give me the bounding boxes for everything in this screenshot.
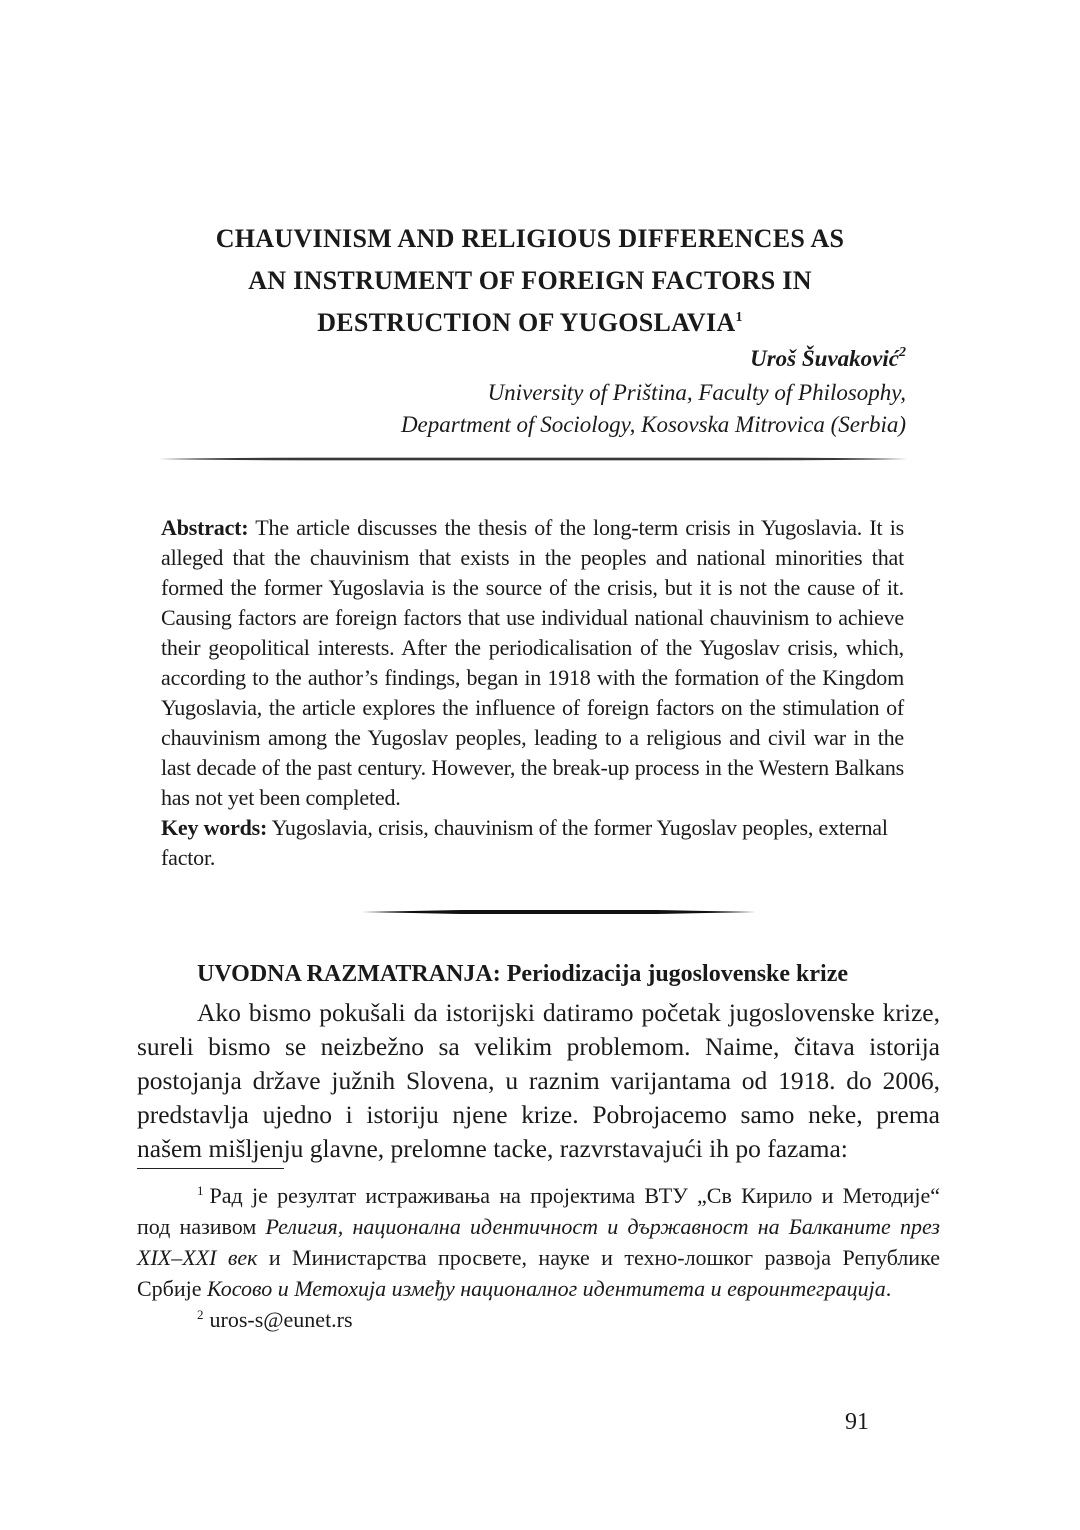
footnote-1-text-b: и Министарства просвете, науке и техно-лошког развоја Републике Србије — [137, 1245, 940, 1301]
body-text — [137, 996, 940, 1166]
article-title — [140, 218, 920, 344]
author-name-block — [750, 346, 906, 372]
top-divider — [158, 457, 908, 461]
author-affiliation — [256, 377, 906, 441]
footnote-1-italic-b: Косово и Метохија између националног идентитета и евроинтеграција — [207, 1276, 886, 1301]
title-line-3 — [140, 302, 920, 344]
title-footnote-marker[interactable]: 1 — [735, 310, 743, 325]
middle-divider — [362, 910, 756, 914]
abstract-label: Abstract: — [161, 515, 249, 540]
footnote-1-marker: 1 — [197, 1183, 204, 1198]
section-heading: UVODNA RAZMATRANJA: Periodizacija jugoslovenske krize — [197, 961, 848, 987]
author-footnote-marker[interactable]: 2 — [899, 345, 906, 360]
author-name: Uroš Šuvaković — [750, 346, 899, 371]
title-line-2: AN INSTRUMENT OF FOREIGN FACTORS IN — [248, 266, 812, 295]
title-line-3-text: DESTRUCTION OF YUGOSLAVIA — [317, 308, 736, 337]
keywords-text: Yugoslavia, crisis, chauvinism of the former Yugoslav peoples, external factor. — [161, 815, 888, 870]
keywords-paragraph — [161, 813, 904, 873]
footnote-1 — [137, 1180, 940, 1304]
page-number: 91 — [845, 1409, 869, 1435]
footnote-2-email[interactable]: uros-s@eunet.rs — [209, 1307, 353, 1332]
affiliation-line-2: Department of Sociology, Kosovska Mitrovica (Serbia) — [400, 412, 906, 437]
body-paragraph: Ako bismo pokušali da istorijski datiramo početak jugoslovenske krize, sureli bismo se neizbežno sa velikim problemom. Naime, čitava istorija postojanja države južnih Slovena, u raznim varijantama od 1918. do 2006, predstavlja ujedno i istoriju njene krize. Pobrojacemo samo neke, prema našem mišljenju glavne, prelomne tacke, razvrstavajući ih po fazama: — [137, 998, 940, 1163]
abstract-paragraph — [161, 513, 904, 813]
keywords-label: Key words: — [161, 815, 268, 840]
footnotes — [137, 1180, 940, 1335]
footnote-1-end: . — [885, 1276, 892, 1301]
abstract-text: The article discusses the thesis of the long-term crisis in Yugoslavia. It is alleged that the chauvinism that exists in the peoples and national minorities that formed the former Yugoslavia is the source of the crisis, but it is not the cause of it. Causing factors are foreign factors that use individual national chauvinism to achieve their geopolitical interests. After the periodicalisation of the Yugoslav crisis, which, according to the author’s findings, began in 1918 with the formation of the Kingdom Yugoslavia, the article explores the influence of foreign factors on the stimulation of chauvinism among the Yugoslav peoples, leading to a religious and civil war in the last decade of the past century. However, the break-up process in the Western Balkans has not yet been completed. — [161, 515, 904, 810]
footnote-2 — [137, 1304, 940, 1335]
affiliation-line-1: University of Priština, Faculty of Philosophy, — [487, 380, 906, 405]
footnote-separator — [137, 1168, 284, 1169]
footnote-1-italic-a: Религия, национална идентичност и държавност на Балканите през XIX–XXI век — [137, 1214, 940, 1270]
footnote-2-marker: 2 — [197, 1307, 204, 1322]
title-line-1: CHAUVINISM AND RELIGIOUS DIFFERENCES AS — [215, 224, 845, 253]
abstract-block — [161, 513, 904, 873]
footnote-1-text-a: Рад је резултат истраживања на пројектима ВТУ „Св Кирило и Методије“ под називом — [137, 1183, 940, 1239]
